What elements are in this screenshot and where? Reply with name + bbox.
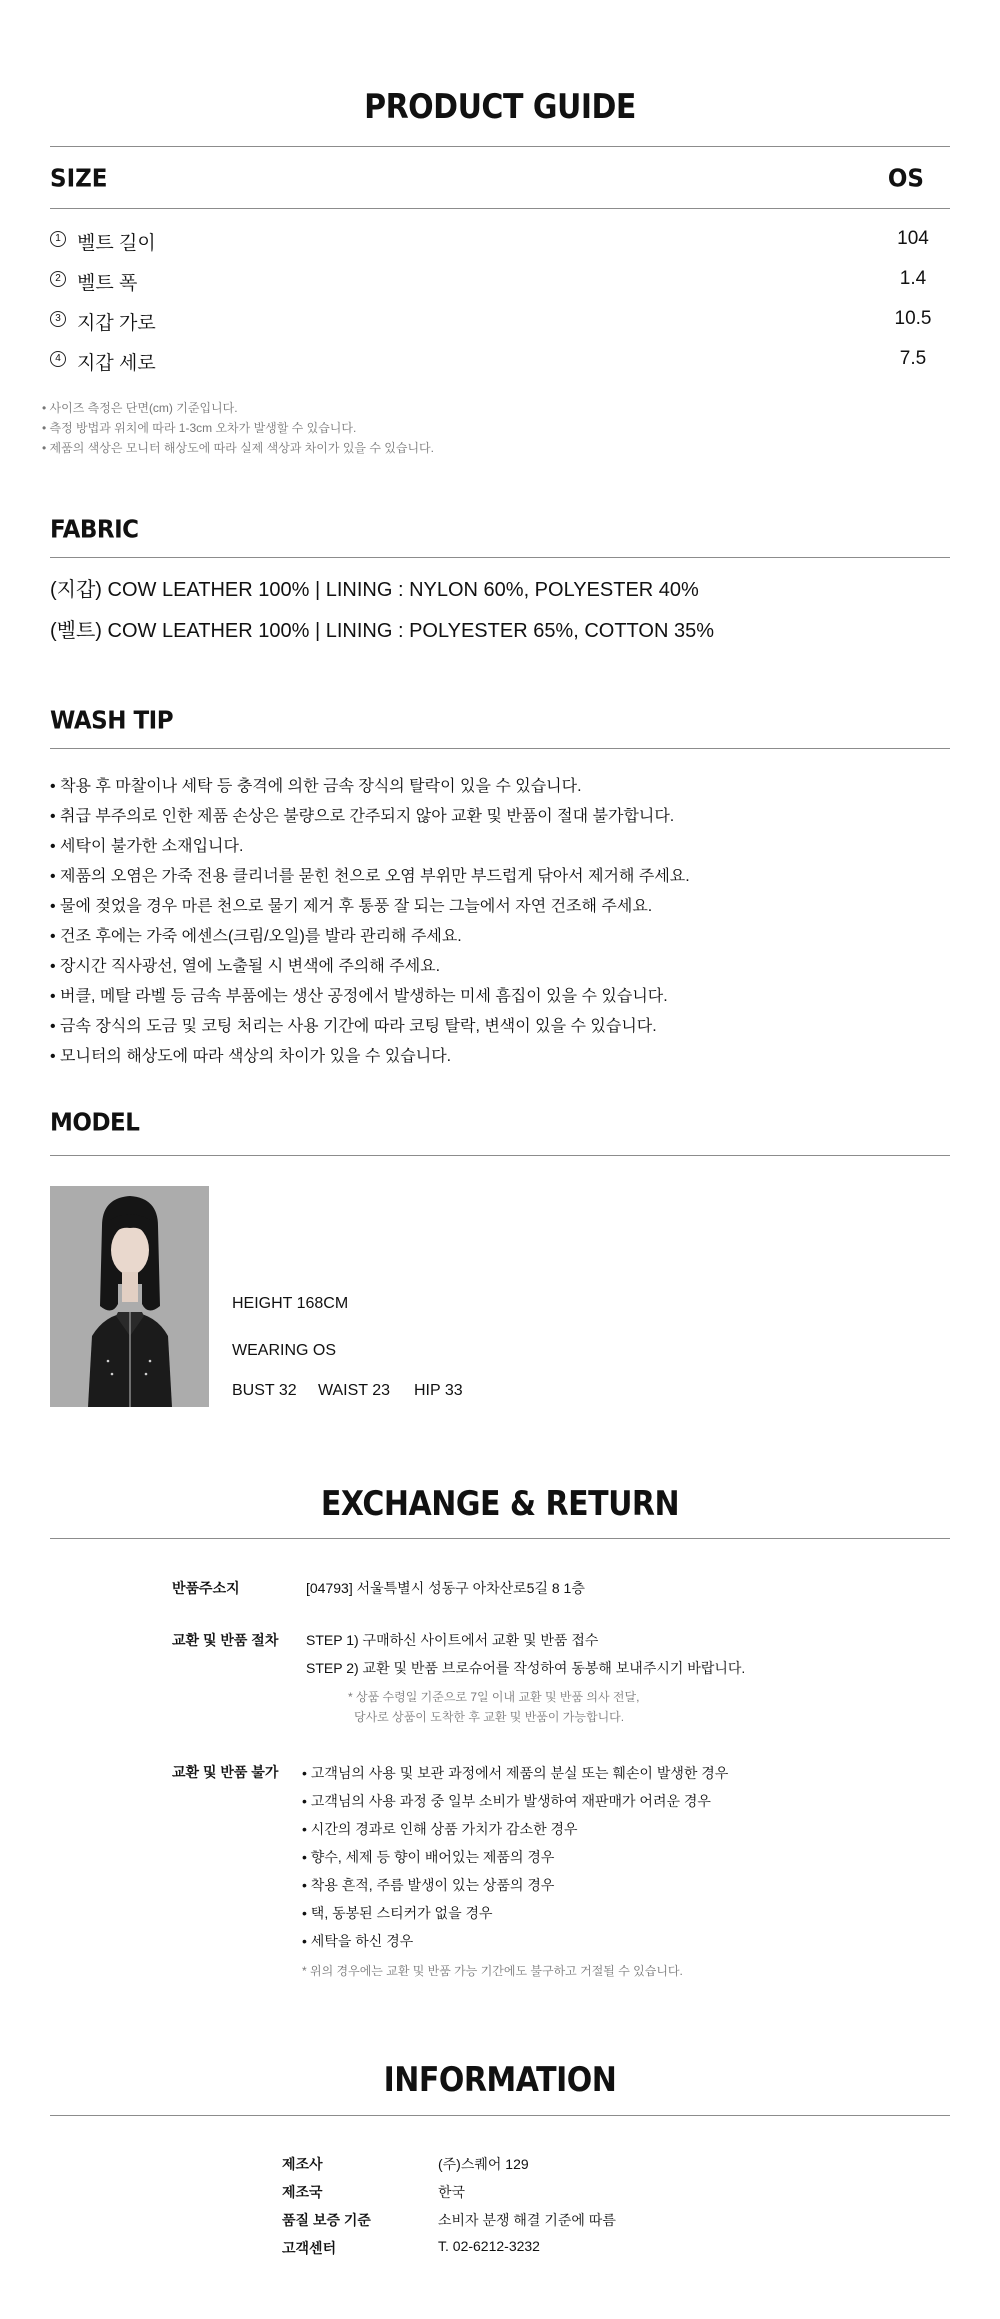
info-key: 제조국: [282, 2184, 323, 2200]
wash-tip-list: [50, 772, 690, 1072]
list-item: • 물에 젖었을 경우 마른 천으로 물기 제거 후 통풍 잘 되는 그늘에서 자연 건조해 주세요.: [50, 898, 653, 915]
list-item: • 건조 후에는 가죽 에센스(크림/오일)를 발라 관리해 주세요.: [50, 928, 462, 945]
info-value: 한국: [438, 2184, 466, 2200]
size-row: [50, 348, 950, 388]
circled-number: 2: [50, 271, 66, 287]
model-height: HEIGHT 168CM: [232, 1295, 349, 1312]
divider: [50, 557, 950, 558]
divider: [50, 208, 950, 209]
not-allowed-note: * 위의 경우에는 교환 및 반품 가능 기간에도 불구하고 거절될 수 있습니다.: [302, 1964, 683, 1978]
divider: [50, 1155, 950, 1156]
fabric-line: (지갑) COW LEATHER 100% | LINING : NYLON 60%, POLYESTER 40%: [50, 579, 699, 601]
list-item: • 택, 동봉된 스티커가 없을 경우: [302, 1905, 493, 1921]
model-hip: HIP 33: [414, 1382, 463, 1399]
size-note: • 측정 방법과 위치에 따라 1-3cm 오차가 발생할 수 있습니다.: [42, 421, 357, 435]
list-item: • 세탁이 불가한 소재입니다.: [50, 838, 244, 855]
procedure-step-1: STEP 1) 구매하신 사이트에서 교환 및 반품 접수: [306, 1632, 599, 1648]
divider: [50, 748, 950, 749]
divider: [50, 1538, 950, 1539]
size-row: [50, 228, 950, 268]
size-value: 1.4: [899, 268, 927, 289]
circled-number: 1: [50, 231, 66, 247]
not-allowed-label: 교환 및 반품 불가: [172, 1764, 279, 1780]
list-item: • 모니터의 해상도에 따라 색상의 차이가 있을 수 있습니다.: [50, 1048, 452, 1065]
list-item: • 고객님의 사용 과정 중 일부 소비가 발생하여 재판매가 어려운 경우: [302, 1793, 711, 1809]
circled-number: 4: [50, 351, 66, 367]
info-row: [282, 2154, 782, 2178]
wash-tip-title: WASH TIP: [50, 706, 174, 736]
info-value: 소비자 분쟁 해결 기준에 따름: [438, 2212, 616, 2228]
size-row: [50, 268, 950, 308]
size-note: • 사이즈 측정은 단면(cm) 기준입니다.: [42, 401, 238, 415]
size-name: 지갑 세로: [77, 353, 156, 374]
size-table-header: [50, 166, 950, 200]
list-item: • 향수, 세제 등 향이 배어있는 제품의 경우: [302, 1849, 555, 1865]
size-name: 벨트 폭: [77, 273, 138, 294]
list-item: • 장시간 직사광선, 열에 노출될 시 변색에 주의해 주세요.: [50, 958, 441, 975]
fabric-title: FABRIC: [50, 515, 139, 545]
size-row: [50, 308, 950, 348]
size-note: • 제품의 색상은 모니터 해상도에 따라 실제 색상과 차이가 있을 수 있습니다.: [42, 441, 434, 455]
return-address: [04793] 서울특별시 성동구 아차산로5길 8 1층: [306, 1580, 585, 1596]
model-photo-illustration: [50, 1186, 209, 1407]
procedure-label: 교환 및 반품 절차: [172, 1632, 279, 1648]
information-title: INFORMATION: [383, 2060, 617, 2101]
size-name: 벨트 길이: [77, 233, 156, 254]
info-row: [282, 2238, 782, 2262]
size-column-os: OS: [887, 164, 924, 194]
not-allowed-list: [302, 1759, 728, 1955]
list-item: • 착용 후 마찰이나 세탁 등 충격에 의한 금속 장식의 탈락이 있을 수 있습니다.: [50, 778, 582, 795]
model-waist: WAIST 23: [318, 1382, 391, 1399]
info-value: (주)스퀘어 129: [438, 2156, 529, 2172]
divider: [50, 146, 950, 147]
info-value: T. 02-6212-3232: [438, 2238, 540, 2254]
return-address-label: 반품주소지: [172, 1580, 240, 1596]
list-item: • 금속 장식의 도금 및 코팅 처리는 사용 기간에 따라 코팅 탈락, 변색이 있을 수 있습니다.: [50, 1018, 657, 1035]
info-key: 품질 보증 기준: [282, 2212, 371, 2228]
info-key: 고객센터: [282, 2240, 337, 2256]
info-row: [282, 2210, 782, 2234]
size-label: SIZE: [50, 164, 108, 194]
procedure-note: * 상품 수령일 기준으로 7일 이내 교환 및 반품 의사 전달,: [348, 1690, 640, 1704]
divider: [50, 2115, 950, 2116]
list-item: • 버클, 메탈 라벨 등 금속 부품에는 생산 공정에서 발생하는 미세 흠집이 있을 수 있습니다.: [50, 988, 668, 1005]
list-item: • 시간의 경과로 인해 상품 가치가 감소한 경우: [302, 1821, 578, 1837]
list-item: • 고객님의 사용 및 보관 과정에서 제품의 분실 또는 훼손이 발생한 경우: [302, 1765, 729, 1781]
exchange-return-title: EXCHANGE & RETURN: [320, 1484, 680, 1525]
info-key: 제조사: [282, 2156, 323, 2172]
size-name: 지갑 가로: [77, 313, 156, 334]
fabric-line: (벨트) COW LEATHER 100% | LINING : POLYESTER 65%, COTTON 35%: [50, 620, 714, 642]
info-row: [282, 2182, 782, 2206]
list-item: • 세탁을 하신 경우: [302, 1933, 414, 1949]
circled-number: 3: [50, 311, 66, 327]
size-value: 104: [897, 228, 929, 249]
procedure-note: 당사로 상품이 도착한 후 교환 및 반품이 가능합니다.: [354, 1710, 625, 1724]
size-value: 10.5: [894, 308, 932, 329]
model-bust: BUST 32: [232, 1382, 297, 1399]
model-photo: [50, 1186, 209, 1407]
list-item: • 착용 흔적, 주름 발생이 있는 상품의 경우: [302, 1877, 555, 1893]
size-value: 7.5: [899, 348, 927, 369]
model-title: MODEL: [50, 1108, 140, 1138]
procedure-step-2: STEP 2) 교환 및 반품 브로슈어를 작성하여 동봉해 보내주시기 바랍니다.: [306, 1660, 746, 1676]
model-wearing: WEARING OS: [232, 1342, 337, 1359]
size-notes: [42, 398, 434, 458]
product-guide-title: PRODUCT GUIDE: [364, 87, 636, 128]
list-item: • 취급 부주의로 인한 제품 손상은 불량으로 간주되지 않아 교환 및 반품이 절대 불가합니다.: [50, 808, 675, 825]
list-item: • 제품의 오염은 가죽 전용 클리너를 묻힌 천으로 오염 부위만 부드럽게 닦아서 제거해 주세요.: [50, 868, 690, 885]
